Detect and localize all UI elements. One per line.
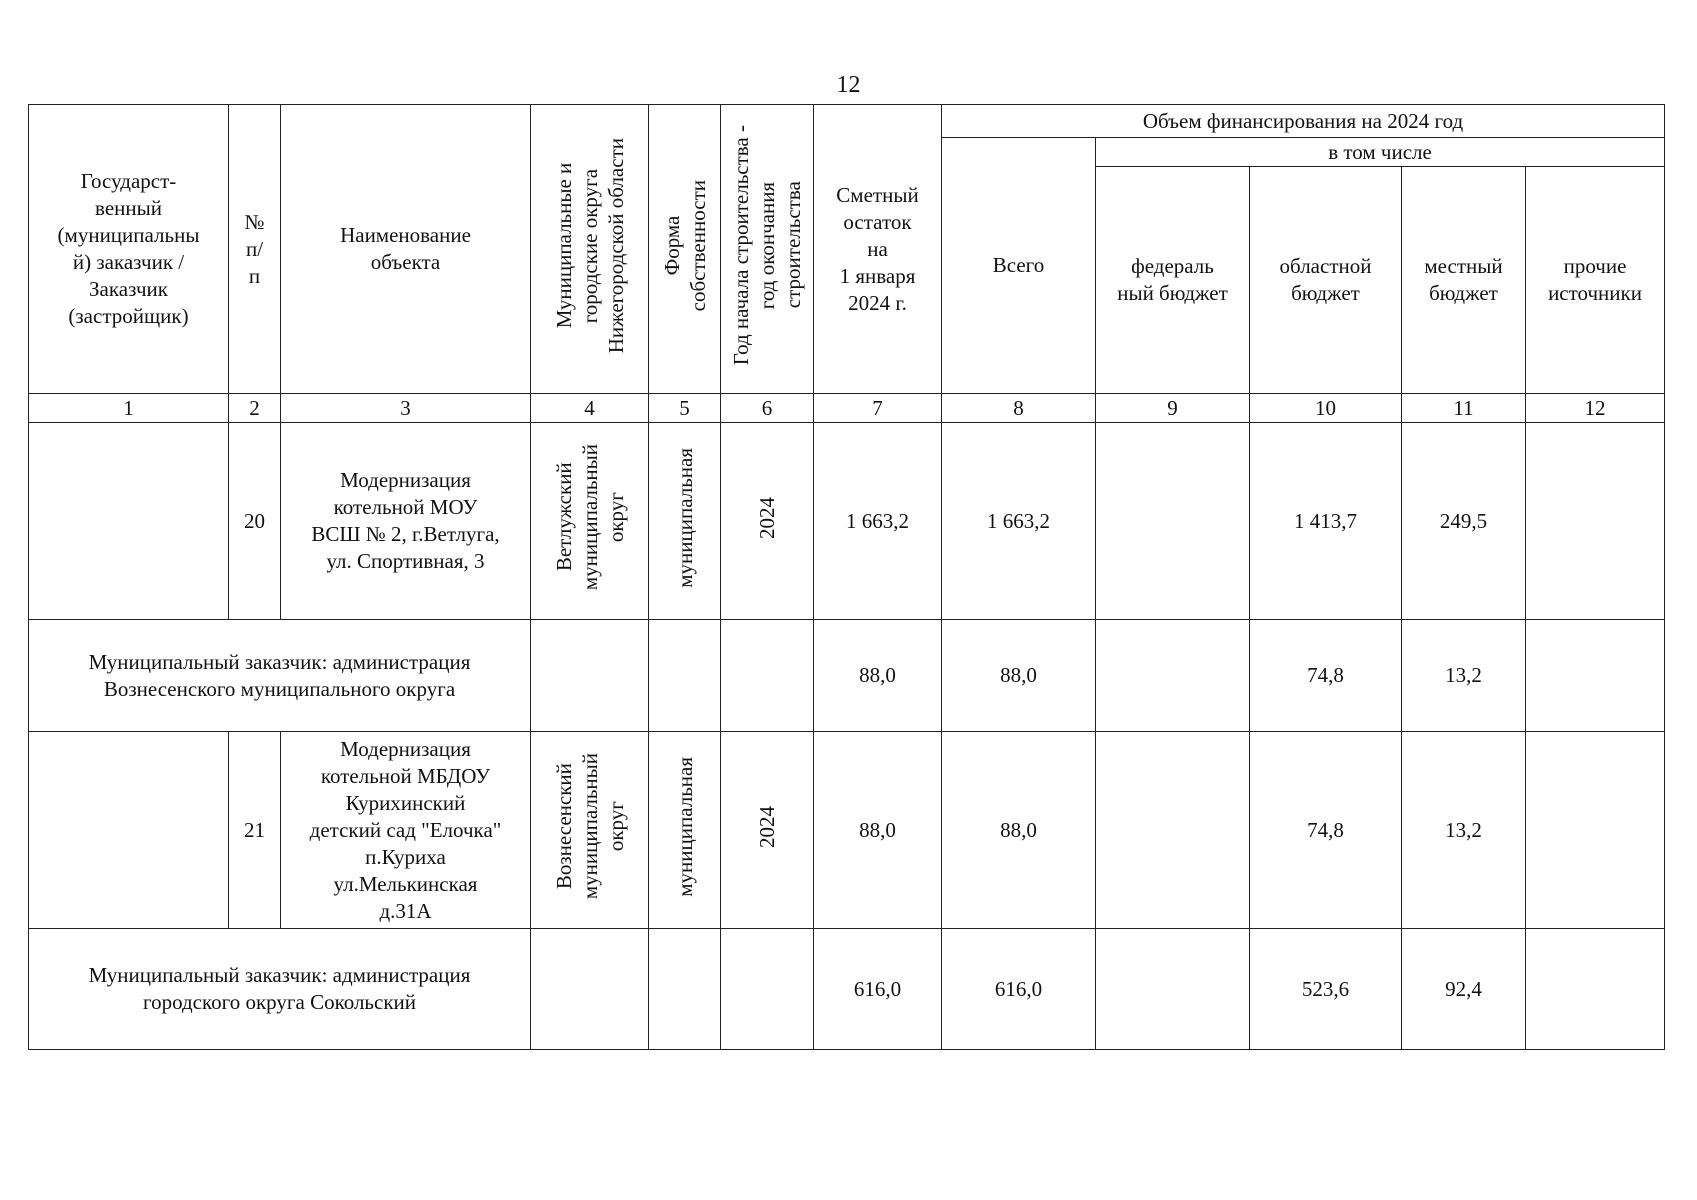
table-row: [29, 732, 1665, 929]
federal-value: [1096, 423, 1250, 620]
column-number: 3: [281, 394, 531, 423]
header-ownership: Форма собственности: [649, 105, 721, 394]
header-districts: Муниципальные и городские округа Нижегородской области: [531, 105, 649, 394]
construction-year: 2024: [721, 423, 814, 620]
district: Вознесенский муниципальный округ: [531, 732, 649, 929]
federal-value: [1096, 929, 1250, 1050]
header-customer: Государст- венный (муниципальны й) заказчик / Заказчик (застройщик): [29, 105, 229, 394]
header-funding-title: Объем финансирования на 2024 год: [942, 105, 1665, 138]
local-value: 92,4: [1402, 929, 1526, 1050]
estimate-value: 616,0: [814, 929, 942, 1050]
header-estimate: Сметный остаток на 1 января 2024 г.: [814, 105, 942, 394]
budget-table: [28, 104, 1665, 1050]
estimate-value: 88,0: [814, 732, 942, 929]
customer-cell: [29, 423, 229, 620]
federal-value: [1096, 620, 1250, 732]
header-object-name: Наименование объекта: [281, 105, 531, 394]
federal-value: [1096, 732, 1250, 929]
other-value: [1526, 423, 1665, 620]
estimate-value: 88,0: [814, 620, 942, 732]
customer-row: [29, 620, 1665, 732]
regional-value: 1 413,7: [1250, 423, 1402, 620]
regional-value: 74,8: [1250, 620, 1402, 732]
ownership: муниципальная: [649, 732, 721, 929]
regional-value: 523,6: [1250, 929, 1402, 1050]
column-number: 5: [649, 394, 721, 423]
object-name: Модернизация котельной МОУ ВСШ № 2, г.Ветлуга, ул. Спортивная, 3: [281, 423, 531, 620]
total-value: 88,0: [942, 620, 1096, 732]
total-value: 1 663,2: [942, 423, 1096, 620]
construction-year: 2024: [721, 732, 814, 929]
district: Ветлужский муниципальный округ: [531, 423, 649, 620]
header-local: местный бюджет: [1402, 167, 1526, 394]
local-value: 13,2: [1402, 732, 1526, 929]
other-value: [1526, 929, 1665, 1050]
column-numbers-row: [29, 394, 1665, 423]
column-number: 12: [1526, 394, 1665, 423]
total-value: 88,0: [942, 732, 1096, 929]
ownership: муниципальная: [649, 423, 721, 620]
header-other: прочие источники: [1526, 167, 1665, 394]
customer-title: Муниципальный заказчик: администрация Вознесенского муниципального округа: [29, 620, 531, 732]
table-row: [29, 423, 1665, 620]
column-number: 7: [814, 394, 942, 423]
column-number: 6: [721, 394, 814, 423]
page-number: 12: [836, 72, 861, 98]
column-number: 11: [1402, 394, 1526, 423]
column-number: 4: [531, 394, 649, 423]
header-including: в том числе: [1096, 138, 1665, 167]
header-total: Всего: [942, 138, 1096, 394]
regional-value: 74,8: [1250, 732, 1402, 929]
customer-title: Муниципальный заказчик: администрация городского округа Сокольский: [29, 929, 531, 1050]
header-federal: федераль ный бюджет: [1096, 167, 1250, 394]
header-regional: областной бюджет: [1250, 167, 1402, 394]
other-value: [1526, 620, 1665, 732]
customer-cell: [29, 732, 229, 929]
local-value: 249,5: [1402, 423, 1526, 620]
column-number: 1: [29, 394, 229, 423]
column-number: 10: [1250, 394, 1402, 423]
estimate-value: 1 663,2: [814, 423, 942, 620]
header-years: Год начала строительства - год окончания строительства: [721, 105, 814, 394]
row-number: 21: [229, 732, 281, 929]
row-number: 20: [229, 423, 281, 620]
total-value: 616,0: [942, 929, 1096, 1050]
header-number: № п/ п: [229, 105, 281, 394]
customer-row: [29, 929, 1665, 1050]
column-number: 2: [229, 394, 281, 423]
object-name: Модернизация котельной МБДОУ Курихинский детский сад "Елочка" п.Куриха ул.Мелькинская д.31А: [281, 732, 531, 929]
column-number: 9: [1096, 394, 1250, 423]
local-value: 13,2: [1402, 620, 1526, 732]
other-value: [1526, 732, 1665, 929]
column-number: 8: [942, 394, 1096, 423]
